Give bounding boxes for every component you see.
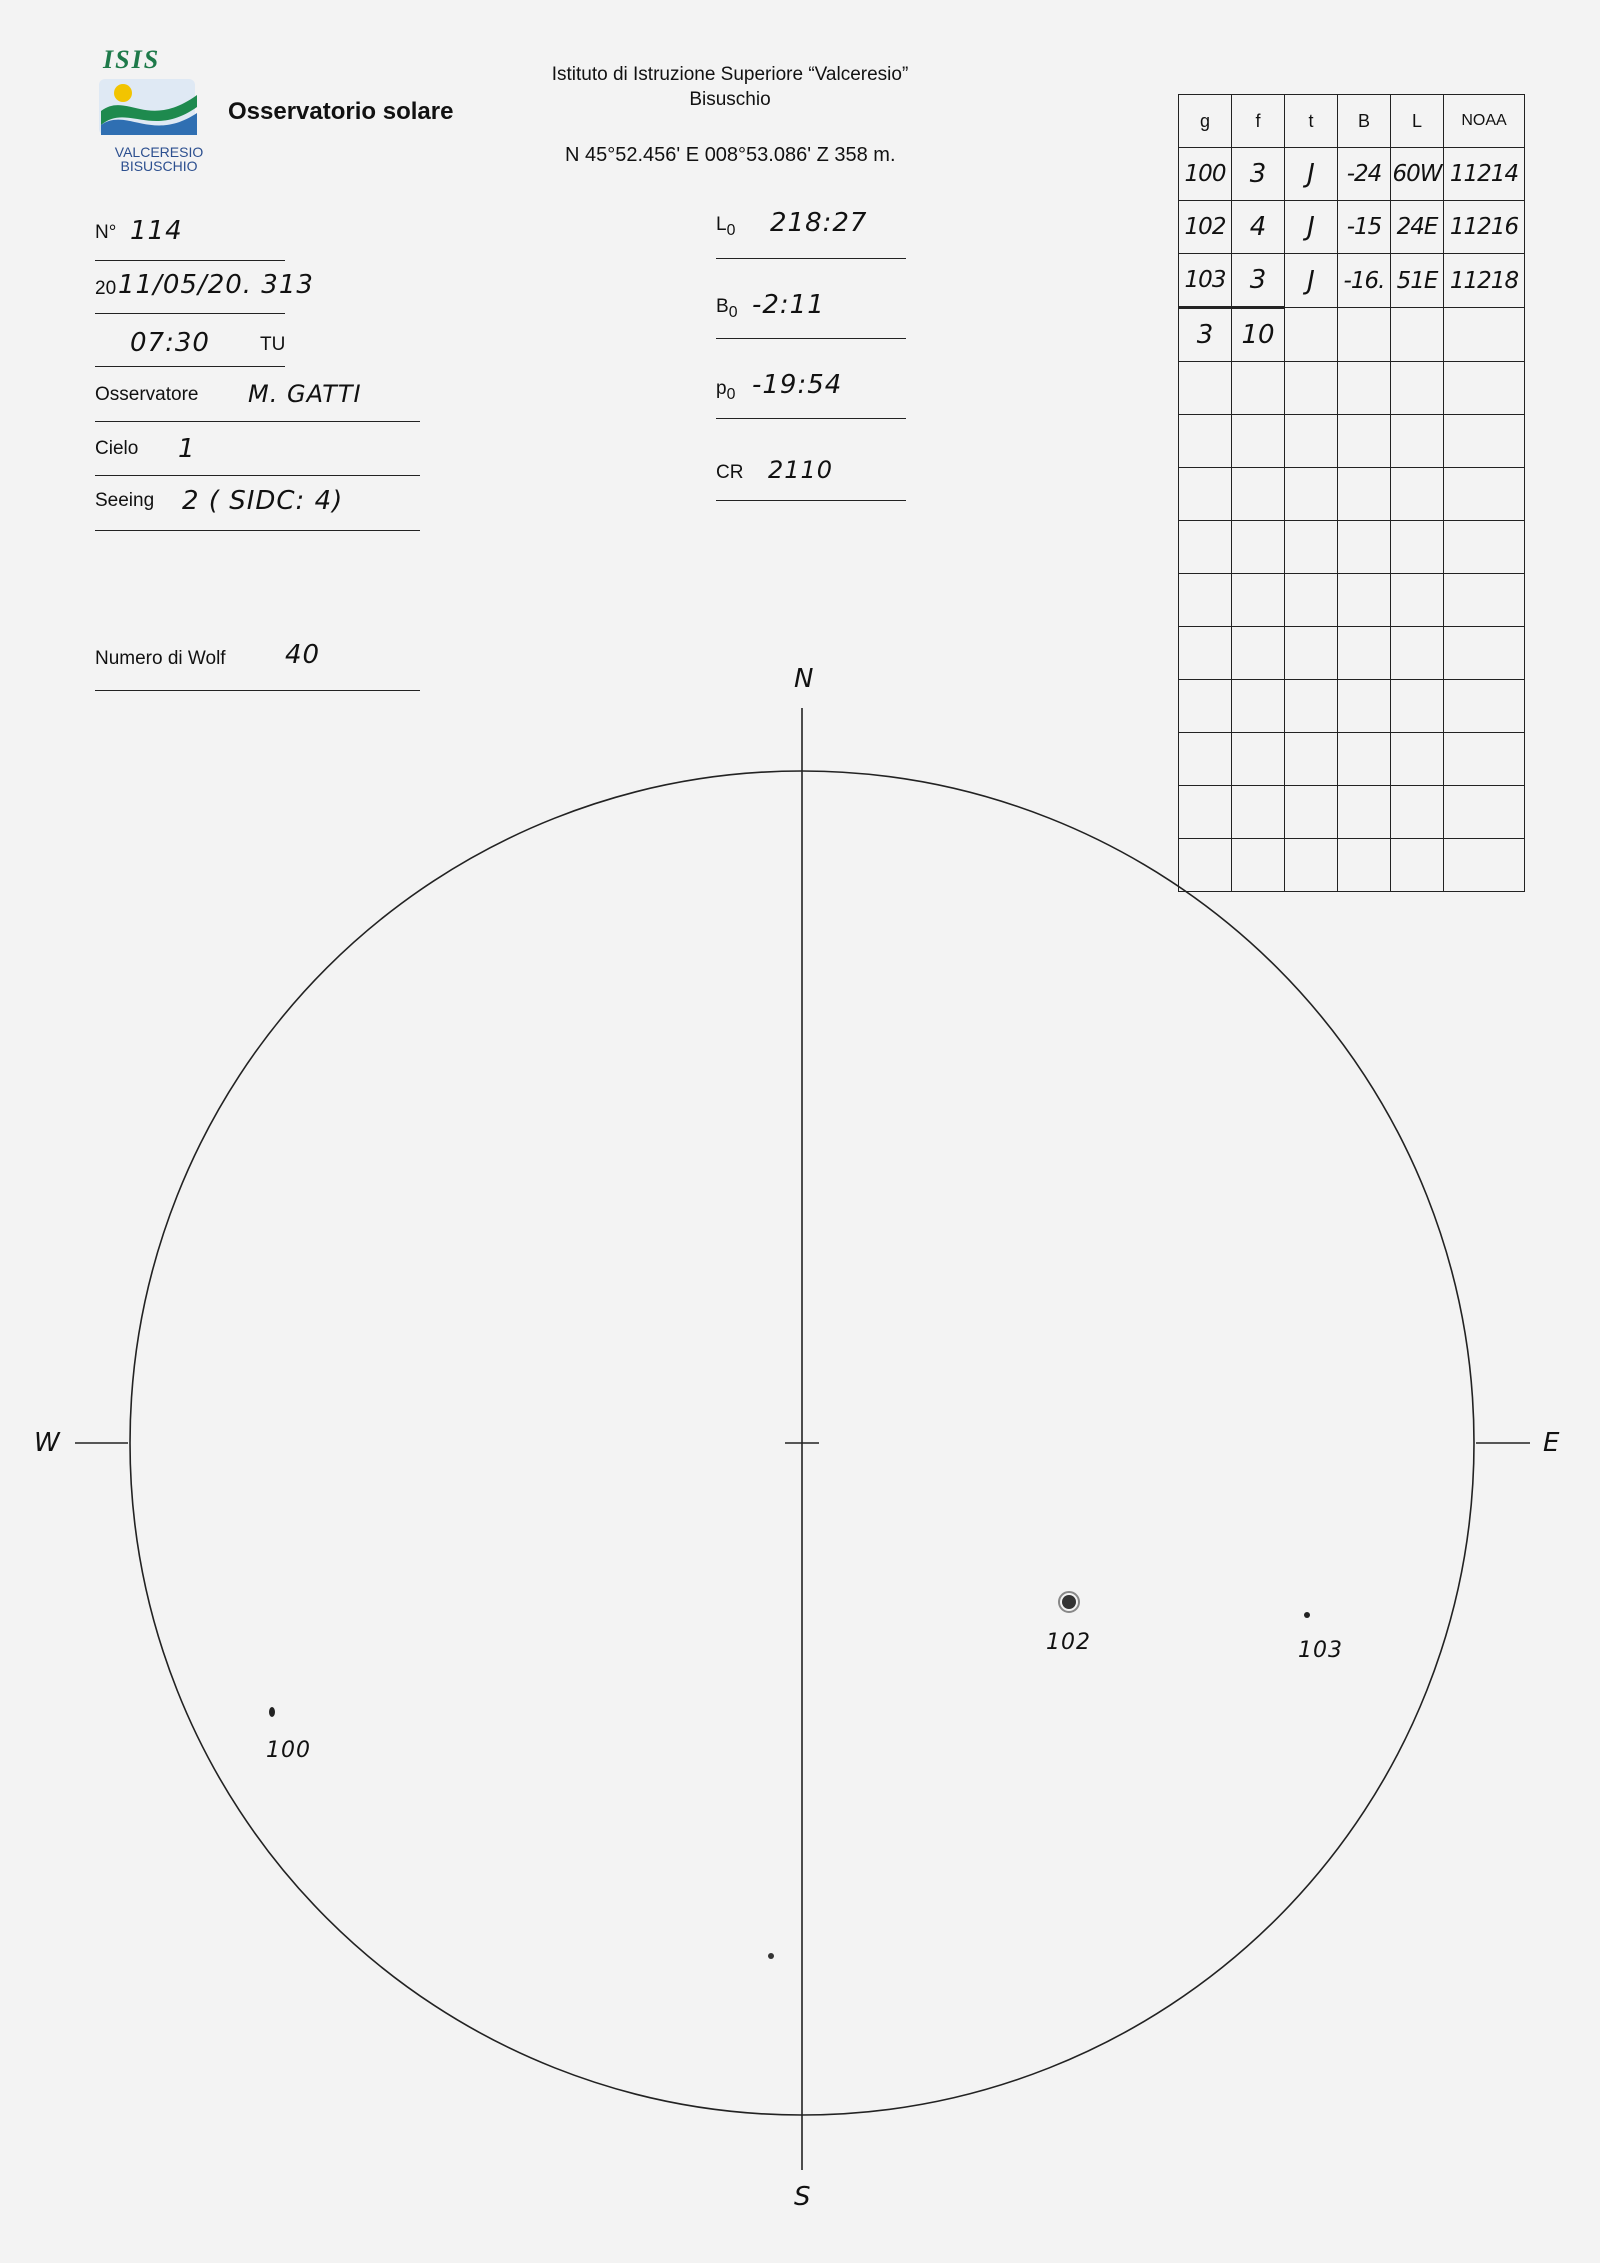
- group-label-103: 103: [1298, 1638, 1343, 1663]
- wolf-number: 40: [285, 640, 321, 670]
- logo-line1: VALCERESIO: [114, 144, 204, 160]
- cell-spots: 3: [1232, 254, 1285, 308]
- sky-value: 1: [178, 434, 196, 464]
- cell-longitude: 60W: [1391, 148, 1444, 201]
- institute-line2: Bisuschio: [689, 89, 771, 110]
- cell-longitude: 24E: [1391, 201, 1444, 254]
- cell-type: J: [1285, 254, 1338, 308]
- cell-type: J: [1285, 148, 1338, 201]
- col-header-B: B: [1338, 95, 1391, 148]
- col-header-f: f: [1232, 95, 1285, 148]
- south-label: S: [794, 2182, 812, 2212]
- site-coordinates: N 45°52.456' E 008°53.086' Z 358 m.: [565, 144, 896, 166]
- cell-spots: 3: [1232, 148, 1285, 201]
- number-label: N°: [95, 222, 117, 243]
- col-header-g: g: [1179, 95, 1232, 148]
- stray-dot: [768, 1953, 774, 1959]
- observer-name: M. GATTI: [248, 380, 362, 408]
- seeing-value: 2 ( SIDC: 4): [182, 486, 344, 516]
- cell-spots: 4: [1232, 201, 1285, 254]
- L0-value: 218:27: [770, 208, 868, 238]
- sunspot-group-100: [269, 1707, 275, 1717]
- date-prefix: 20: [95, 278, 117, 299]
- observation-date: 11/05/20. 313: [118, 270, 314, 300]
- north-label: N: [794, 664, 815, 694]
- col-header-t: t: [1285, 95, 1338, 148]
- east-label: E: [1543, 1428, 1561, 1458]
- sunspot-group-102: [1062, 1595, 1076, 1609]
- group-label-100: 100: [266, 1738, 311, 1763]
- B0-value: -2:11: [752, 290, 825, 320]
- sunspot-group-103: [1304, 1612, 1310, 1618]
- col-header-L: L: [1391, 95, 1444, 148]
- cell-longitude: 51E: [1391, 254, 1444, 308]
- total-groups: 3: [1179, 308, 1232, 362]
- cell-group: 102: [1179, 201, 1232, 254]
- logo-brand: ISIS: [103, 45, 161, 74]
- logo-line2: BISUSCHIO: [120, 158, 198, 174]
- sky-label: Cielo: [95, 438, 139, 459]
- cell-latitude: -16.: [1338, 254, 1391, 308]
- wolf-label: Numero di Wolf: [95, 648, 226, 669]
- B0-label: $B_0$: [716, 296, 738, 321]
- P0-label: $p_0$: [716, 378, 736, 403]
- cell-latitude: -24: [1338, 148, 1391, 201]
- group-label-102: 102: [1046, 1630, 1091, 1655]
- cell-latitude: -15: [1338, 201, 1391, 254]
- seeing-label: Seeing: [95, 490, 155, 511]
- time-unit: TU: [260, 334, 286, 355]
- P0-value: -19:54: [752, 370, 843, 400]
- L0-label: $L_0$: [716, 214, 736, 239]
- cell-noaa: 11218: [1444, 254, 1525, 308]
- cell-group: 103: [1179, 254, 1232, 308]
- CR-value: 2110: [768, 456, 834, 484]
- observation-number: 114: [130, 216, 183, 246]
- cell-type: J: [1285, 201, 1338, 254]
- institute-line1: Istituto di Istruzione Superiore “Valceresio”: [551, 64, 909, 85]
- col-header-noaa: NOAA: [1444, 95, 1525, 148]
- cell-noaa: 11214: [1444, 148, 1525, 201]
- cell-noaa: 11216: [1444, 201, 1525, 254]
- observatory-title: Osservatorio solare: [228, 98, 454, 125]
- observation-time: 07:30: [130, 328, 210, 358]
- total-spots: 10: [1232, 308, 1285, 362]
- observer-label: Osservatore: [95, 384, 199, 405]
- west-label: W: [34, 1428, 61, 1458]
- cell-group: 100: [1179, 148, 1232, 201]
- CR-label: CR: [716, 462, 744, 483]
